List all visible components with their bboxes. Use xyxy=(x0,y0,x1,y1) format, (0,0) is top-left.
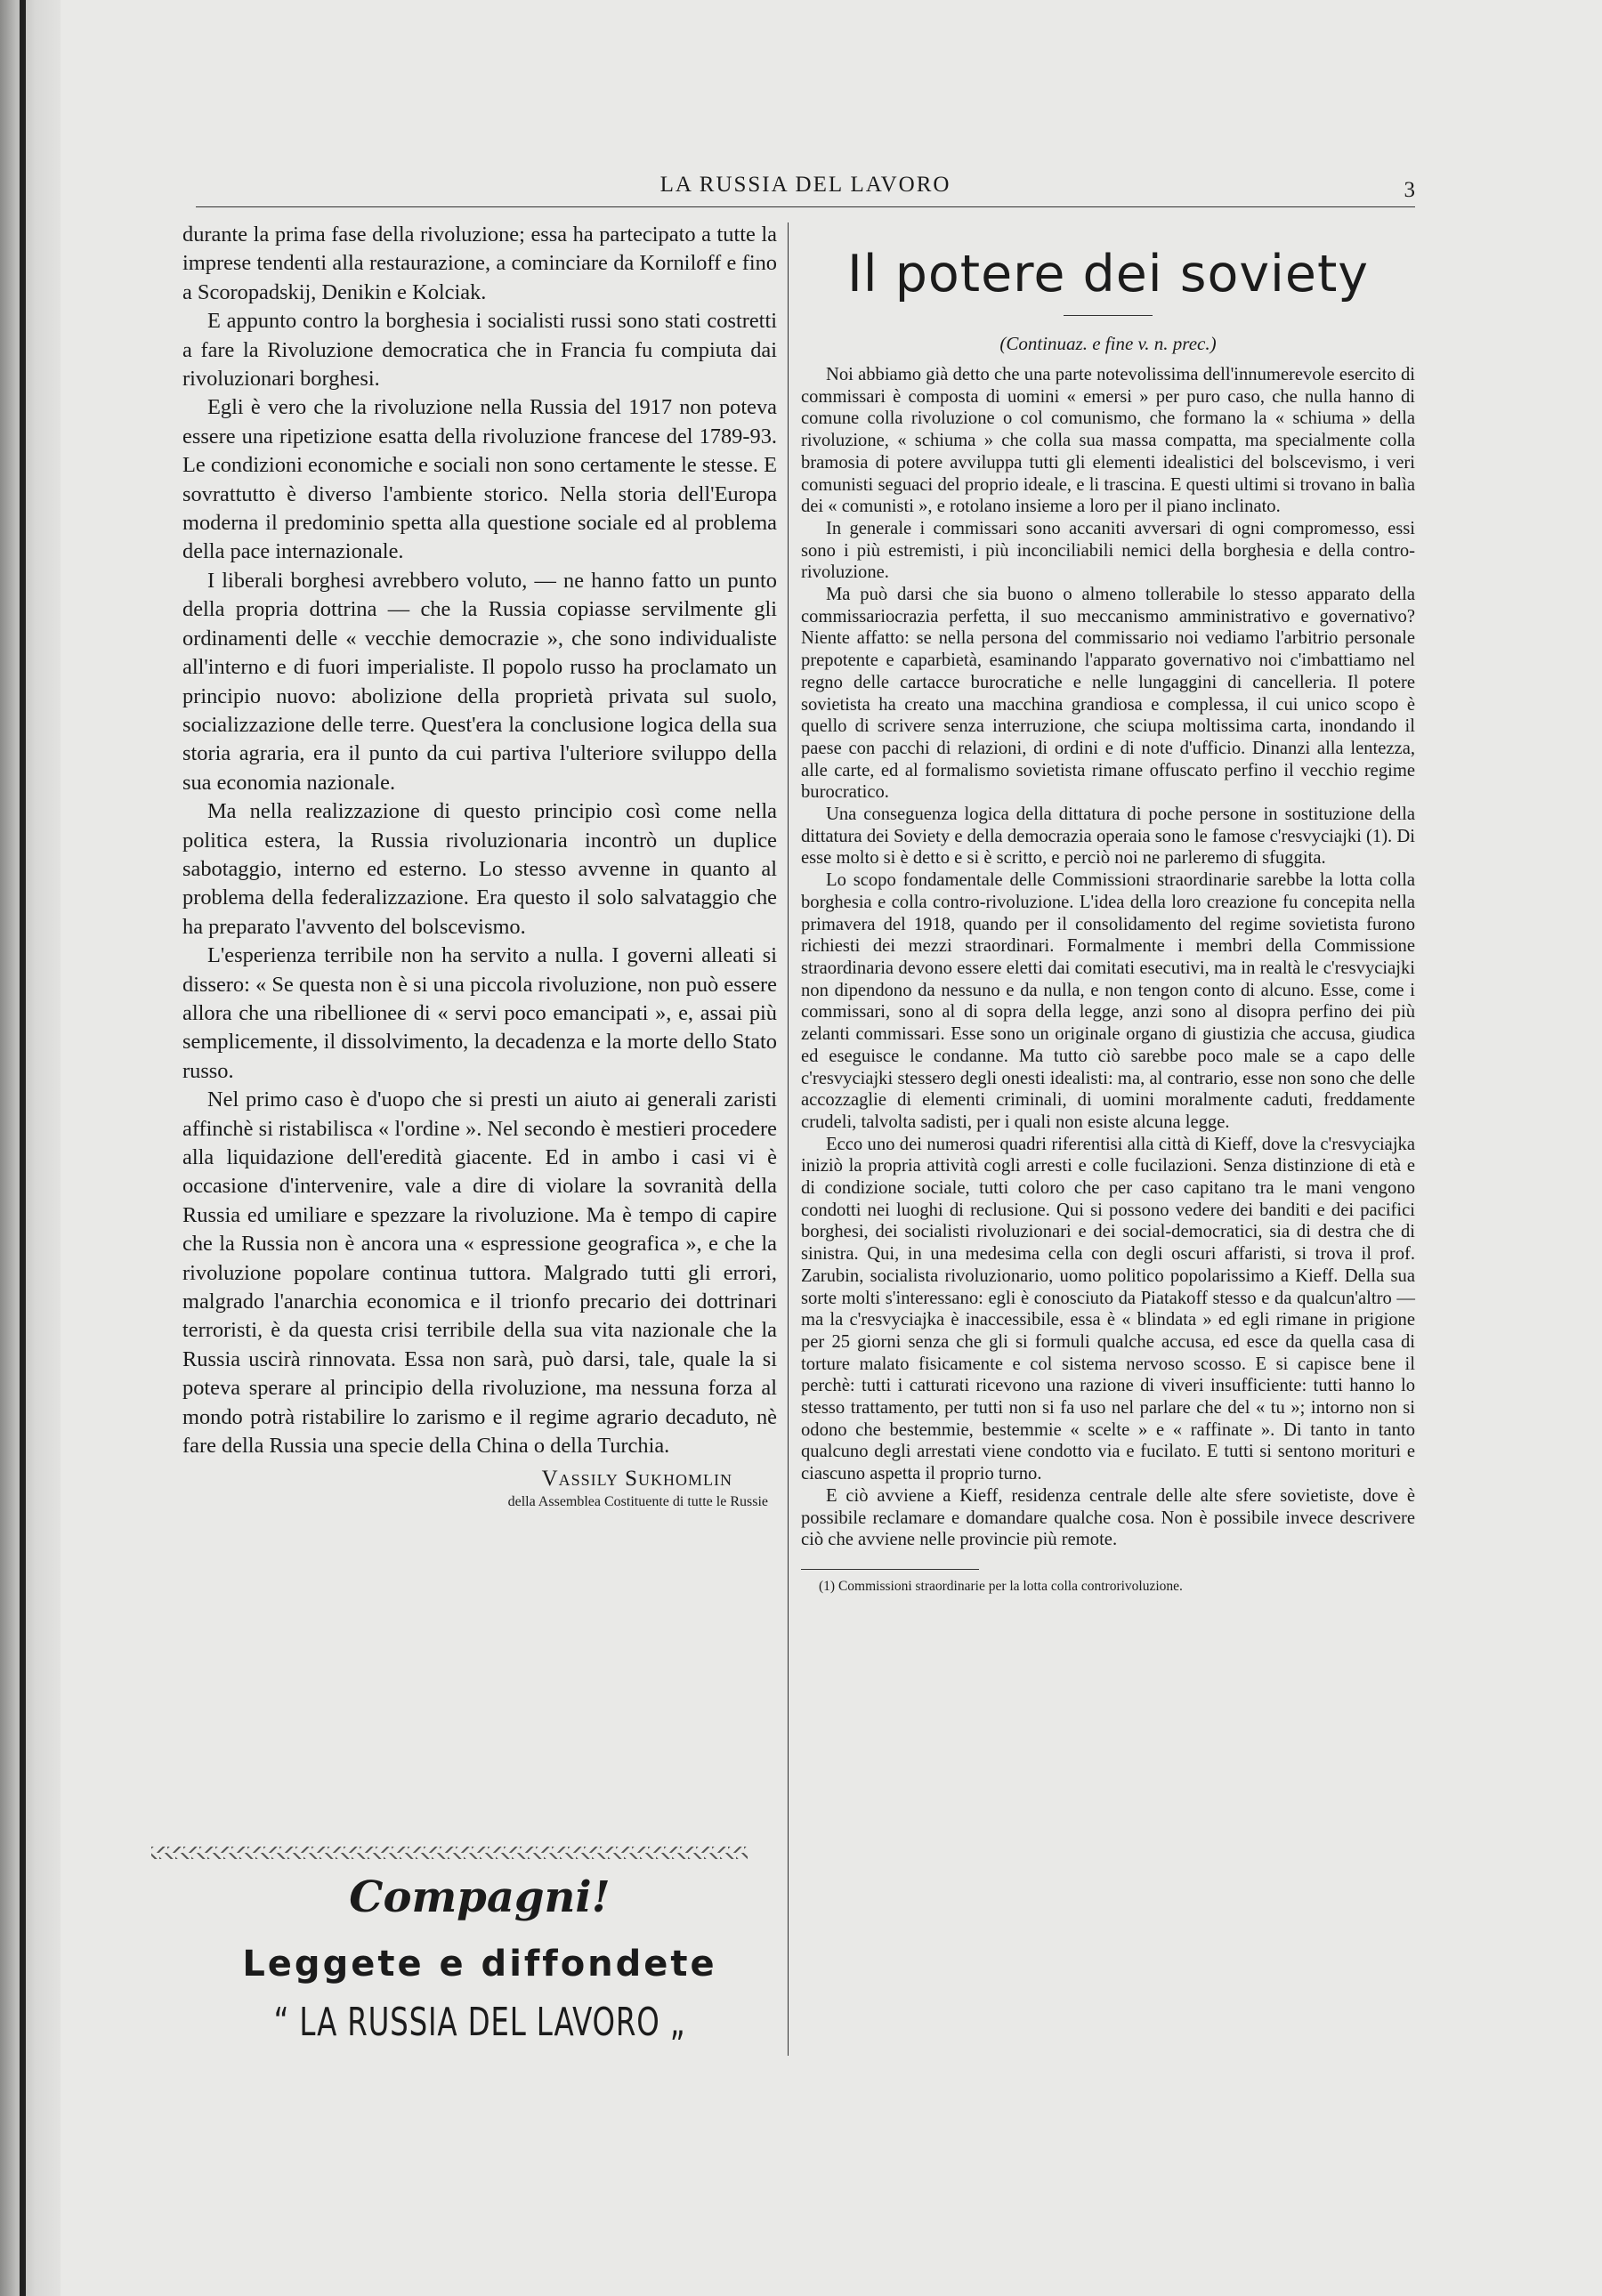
footnote: (1) Commissioni straordinarie per la lotta colla controrivoluzione. xyxy=(819,1578,1183,1594)
left-paragraph-5: Ma nella realizzazione di questo principio così come nella politica estera, la Russia rivoluzionaria incontrò un duplice sabotaggio, interno ed esterno. Lo stesso avvenne in quanto al problema della federalizzazione. Era questo il solo salvataggio che ha preparato l'avvento del bolscevismo. xyxy=(182,799,777,939)
left-paragraph-7: Nel primo caso è d'uopo che si presti un aiuto ai generali zaristi affinchè si ristabilisca « l'ordine ». Nel secondo è mestieri procedere alla liquidazione dell'eredità giacente. Ed in ambo i casi vi è occasione d'intervenire, vale a dire di violare la sovranità della Russia ed umiliare e spezzare la rivoluzione. Ma è tempo di capire che la Russia non è ancora una « espressione geografica », e che la rivoluzione popolare continua tuttora. Malgrado tutti gli errori, malgrado l'anarchia economica e il trionfo precario dei dottrinari terroristi, è da questa crisi terribile della sua vita nazionale che la Russia uscirà rinnovata. Essa non sarà, può darsi, tale, quale la si poteva sperare al principio della rivoluzione, ma nessuna forza al mondo potrà ristabilire lo zarismo e il regime agrario decaduto, nè fare della Russia una specie della China o della Turchia. xyxy=(182,1087,777,1459)
left-paragraph-3: Egli è vero che la rivoluzione nella Russia del 1917 non poteva essere una ripetizione esatta della rivoluzione francese del 1789-93. Le condizioni economiche e sociali non sono certamente le stesse. E sovrattutto è diverso l'ambiente storico. Nella storia dell'Europa moderna il predominio spetta alla questione sociale ed al problema della pace internazionale. xyxy=(182,395,777,564)
left-paragraph-6: L'esperienza terribile non ha servito a nulla. I governi alleati si dissero: « Se questa non è si una piccola rivoluzione, non può essere allora che una ribellionee di « servi poco emancipati », e, assai più semplicemente, il dissolvimento, la decadenza e la morte dello Stato russo. xyxy=(182,943,777,1083)
column-divider xyxy=(788,222,789,2056)
promo-line-paper-name: “ LA RUSSIA DEL LAVORO „ xyxy=(273,2000,686,2045)
article-paragraph-5: Lo scopo fondamentale delle Commissioni straordinarie sarebbe la lotta colla borghesia e colla contro-rivoluzione. L'idea della loro creazione fu concepita nella primavera del 1918, quando per il consolidamento del regime sovietista furono richiesti dei mezzi straordinari. Formalmente i membri della Commissione straordinaria devono essere eletti dai comitati esecutivi, ma in realtà le c'resvyciajki non dipendono da nessuno e da nulla, e non tengon conto di alcuno. Esse, come i commissari, sono al di sopra della legge, anzi sono al disopra perfino dei più zelanti commissari. Esse sono un originale organo di giustizia che accusa, giudica ed eseguisce le condanne. Ma tutto ciò sarebbe poco male se a capo delle c'resvyciajki stessero degli onesti idealisti: ma, al contrario, esse non sono che delle accozzaglie di elementi criminali, di uomini moralmente caduti, freddamente crudeli, talvolta sadisti, per i quali non esiste alcuna legge. xyxy=(801,870,1415,1132)
left-paragraph-4: I liberali borghesi avrebbero voluto, — ne hanno fatto un punto della propria dottrina — che la Russia copiasse servilmente gli ordinamenti delle « vecchie democrazie », che sono individualiste all'interno e di fuori imperialiste. Il popolo russo ha proclamato un principio nuovo: abolizione della proprietà privata sul suolo, socializzazione delle terre. Quest'era la conclusione logica della sua storia agraria, era il punto da cui partiva l'ulteriore sviluppo della sua economia nazionale. xyxy=(182,568,777,795)
header-rule xyxy=(196,206,1415,207)
article-paragraph-7: E ciò avviene a Kieff, residenza centrale delle alte sfere sovietiste, dove è possibile reclamare e domandare qualche cosa. Non è possibile invece descrivere ciò che avviene nelle provincie più remote. xyxy=(801,1485,1415,1550)
wavy-separator xyxy=(151,1847,748,1859)
article-subtitle: (Continuaz. e fine v. n. prec.) xyxy=(999,333,1217,354)
newspaper-title: LA RUSSIA DEL LAVORO xyxy=(659,173,951,197)
left-paragraph-1: durante la prima fase della rivoluzione; essa ha partecipato a tutte la imprese tendenti alla restaurazione, a cominciare da Korniloff e fino a Scoropadskij, Denikin e Kolciak. xyxy=(182,222,777,304)
promo-box xyxy=(182,1869,777,2054)
article-paragraph-3: Ma può darsi che sia buono o almeno tollerabile lo stesso apparato della commissariocrazia perfetta, il suo meccanismo amministrativo e governativo? Niente affatto: se nella persona del commissario noi vediamo l'arbitrio personale prepotente e caparbietà, esaminando l'apparato governativo noi c'imbattiamo nel regno delle cartacce burocratiche e nelle lungaggini di cancelleria. Il potere sovietista ha creato una macchina grandiosa e complessa, il cui unico scopo è quello di scrivere senza interruzione, che sciupa moltissima carta, inondando il paese con pacchi di relazioni, di ordini e di note d'ufficio. Dinanzi alla lentezza, alle carte, ed al formalismo sovietista rimane offuscato perfino il vecchio regime burocratico. xyxy=(801,585,1415,803)
left-paragraph-2: E appunto contro la borghesia i socialisti russi sono stati costretti a fare la Rivoluzione democratica che in Francia fu compiuta dai rivoluzionari borghesi. xyxy=(182,309,777,392)
page-binding-edge xyxy=(0,0,61,2296)
author-affiliation: della Assemblea Costituente di tutte le Russie xyxy=(507,1494,768,1510)
article-paragraph-2: In generale i commissari sono accaniti avversari di ogni compromesso, essi sono i più estremisti, i più inconciliabili nemici della borghesia e della contro-rivoluzione. xyxy=(801,518,1415,583)
page-header xyxy=(196,169,1415,205)
author-signature: Vassily Sukhomlin xyxy=(541,1467,732,1492)
article-body xyxy=(801,364,1415,1551)
article-title: Il potere dei soviety xyxy=(846,245,1370,303)
article-paragraph-1: Noi abbiamo già detto che una parte notevolissima dell'innumerevole esercito di commissari è composta di uomini « emersi » per puro caso, che nulla hanno di comune colla rivoluzione o col comunismo, che formano la « schiuma » della rivoluzione, « schiuma » che colla sua massa compatta, ma specialmente colla bramosia di potere avviluppa tutti gli elementi idealistici del bolscevismo, i veri comunisti seguaci del proprio ideale, e li trascina. E questi ultimi si trovano in balìa dei « comunisti », e rotolano insieme a loro per il piano inclinato. xyxy=(801,365,1415,517)
binding-shadow-line xyxy=(20,0,26,2296)
left-column xyxy=(182,221,777,1512)
right-column xyxy=(801,240,1415,1597)
article-paragraph-4: Una conseguenza logica della dittatura di poche persone in sostituzione della dittatura dei Soviety e della democrazia operaia sono le famose c'resvyciajki (1). Di esse molto si è detto e si è scritto, e perciò noi ne parleremo di sfuggita. xyxy=(801,804,1415,869)
promo-line-compagni: Compagni! xyxy=(349,1872,611,1922)
promo-line-leggete: Leggete e diffondete xyxy=(242,1944,717,1985)
article-paragraph-6: Ecco uno dei numerosi quadri riferentisi alla città di Kieff, dove la c'resvyciajka iniziò la propria attività cogli arresti e colle fucilazioni. Senza distinzione di età e di condizione sociale, tutti coloro che per caso capitano tra le mani vengono condotti nei luoghi di reclusione. Qui si possono vedere dei banditi e dei pacifici borghesi, dei socialisti rivoluzionari e dei social-democratici, sia di destra che di sinistra. Qui, in una medesima cella con degli oscuri affaristi, si trova il prof. Zarubin, socialista rivoluzionario, uomo politico popolarissimo a Kieff. Della sua sorte molti s'interessano: egli è conosciuto da Piatakoff stesso e da qualcun'altro — ma la c'resvyciajka è inaccessibile, essa è « blindata » ed egli rimane in prigione per 25 giorni senza che gli si formuli qualche accusa, ed esce da quella casa di torture malato fisicamente e col sistema nervoso scosso. E si capisce bene il perchè: tutti i catturati ricevono una razione di viveri insufficiente: tutti hanno lo stesso trattamento, per tutti non si fa uso nel parlare che del « tu »; intorno non si odono che bestemmie, bestemmie « scelte » e « raffinate ». Di tanto in tanto qualcuno degli arrestati viene condotto via e fucilato. E tutti si sentono morituri e ciascuno aspetta il proprio turno. xyxy=(801,1134,1415,1484)
page-number: 3 xyxy=(1404,178,1415,202)
footnote-rule xyxy=(801,1569,979,1570)
title-rule xyxy=(1064,315,1153,316)
